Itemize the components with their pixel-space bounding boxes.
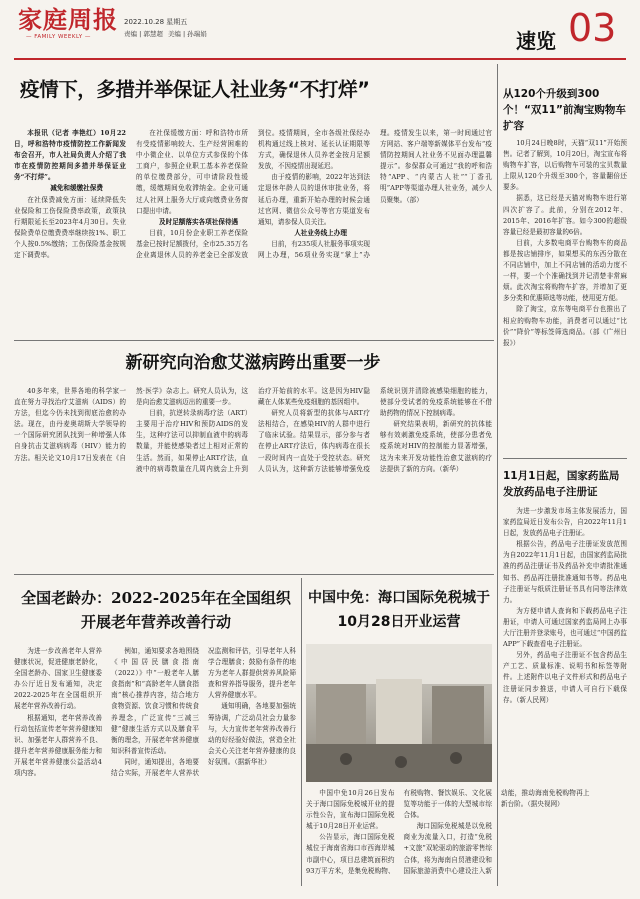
article-3-paragraph: 10月24日晚8时，天猫“双11”开始预售。记者了解到，10月20日，淘宝宣布将购物车扩容，以后购物车可装的宝贝数量上限从120个升级至300个，容量翻倍还要多。 bbox=[503, 139, 627, 192]
duty-free-mall-photo bbox=[306, 644, 492, 782]
article-5-paragraph: 为进一步改善老年人营养健康状况，促进健康老龄化，全国老龄办、国家卫生健康委办公厅近日发布通知，决定2022-2025年在全国组织开展老年营养改善行动。 bbox=[14, 647, 102, 711]
article-1-subhead: 人社业务线上办理 bbox=[294, 228, 347, 237]
divider-horizontal bbox=[14, 340, 494, 341]
masthead-rule bbox=[14, 58, 626, 60]
article-2-paragraph: 研究人员将新型的抗体与ART疗法相结合，在感染HIV的人群中进行了临床试验。结果显示，部分参与者在停止ART疗法后，体内病毒在很长一段时间内一直处于受控状态。研究人员认为，这种新方法能够增强免疫系统识别并清除被感染细胞的能力，使部分受试者的免疫系统能够在不借助药物的情况下控制病毒。 bbox=[258, 387, 492, 473]
article-6-paragraph: 海口国际免税城是以免税商业为流量入口，打造“免税+文旅”双轮驱动的旅游零售综合体，将为海南自贸港建设和国际旅游消费中心建设注入新动能，推动海南免税购物再上新台阶。（据央视网） bbox=[403, 789, 590, 875]
article-2-body bbox=[14, 386, 492, 570]
masthead bbox=[0, 0, 640, 62]
issue-date: 2022.10.28 星期五 bbox=[124, 18, 188, 26]
article-1-paragraph: 在社保费减免方面：延续降低失业保险和工伤保险费率政策，政策执行期限延长至2023年4月30日。失业保险费单位缴费费率继续按1%、职工个人按0.5%缴纳；工伤保险基金按规定下调费率。 bbox=[14, 195, 126, 260]
divider-horizontal bbox=[14, 574, 494, 575]
logo-subtitle: — FAMILY WEEKLY — bbox=[26, 34, 91, 40]
article-6-headline: 中国中免：海口国际免税城于10月28日开业运营 bbox=[308, 590, 490, 630]
article-elderly-nutrition bbox=[14, 578, 296, 886]
article-1-headline: 疫情下，多措并举保证人社业务“不打烊” bbox=[20, 78, 370, 101]
article-1-paragraph: 目前，有235项人社服务事项实现网上办理，56项业务实现“掌上”办理。疫情发生以来，第一时间通过官方网站、客户端等新媒体平台发布“疫情防控期间人社业务不见面办理温馨提示”。参保群众可通过“我的呼和浩特”APP、“内蒙古人社”“丁香孔明”APP等渠道办理人社业务，减少人员聚集。（部） bbox=[258, 129, 492, 260]
article-5-paragraph: 根据通知，老年营养改善行动包括宣传老年营养健康知识、加强老年人群营养不良、提升老年营养健康服务能力和开展老年营养健康公益活动4项内容。 bbox=[14, 713, 102, 778]
article-social-security bbox=[14, 64, 492, 348]
article-1-subhead: 及时足额落实各项社保待遇 bbox=[159, 217, 239, 226]
article-5-headline: 全国老龄办：2022-2025年在全国组织开展老年营养改善行动 bbox=[21, 589, 291, 631]
article-3-paragraph: 除了淘宝，京东等电商平台也推出了相应的购物车功能，消费者可以通过“比价”“降价”等标签筛选商品。（部《广州日报》） bbox=[503, 305, 627, 347]
article-5-body bbox=[14, 646, 296, 886]
article-3-paragraph: 目前，大多数电商平台购物车的商品都是按店铺排序，如果想买的东西分散在不同店铺中，加上不同店铺的活动力度不一样，要一个个准确找到并记清楚非常麻烦。此次淘宝将购物车扩容，并增加了更多分类和优惠筛选等功能，使用更方便。 bbox=[503, 238, 627, 303]
article-1-paragraph: 由于疫情的影响，2022年达到法定退休年龄人员的退休审批业务，将延后办理，重新开始办理的时候会通过官网、微信公众号等官方渠道发布通知，请参保人员关注。 bbox=[258, 173, 370, 226]
divider-vertical bbox=[497, 64, 498, 886]
article-drug-certificate bbox=[503, 462, 627, 886]
article-2-paragraph: 研究结果表明，新研究的抗体能够有效刺激免疫系统，使部分患者免疫系统对HIV的控制能力显著增强，这为未来开发功能性治愈艾滋病的疗法提供了新的方向。（新华） bbox=[380, 420, 492, 473]
article-4-paragraph: 根据公告，药品电子注册证发放范围为自2022年11月1日起，由国家药监局批准的药品注册证书及药品补充申请批准通知书、药品再注册批准通知书等。药品电子注册证与纸质注册证书具有同等法律效力。 bbox=[503, 540, 627, 604]
article-taobao-cart bbox=[503, 64, 627, 456]
logo bbox=[18, 6, 120, 46]
article-3-headline: 从120个升级到300个！“双11”前淘宝购物车扩容 bbox=[503, 88, 626, 132]
article-4-paragraph: 为方便申请人查询和下载药品电子注册证，申请人可通过国家药监局网上办事大厅注册并登录账号，也可通过“中国药监APP”下载查看电子注册证。 bbox=[503, 606, 627, 649]
article-1-body bbox=[14, 128, 492, 346]
article-2-paragraph: 目前，抗逆转录病毒疗法（ART）主要用于治疗HIV和预防AIDS的发生，这种疗法可以抑制血液中的病毒数量，并能使感染者过上相对正常的生活。然而，如果停止ART疗法，血液中的病毒数量在几周内就会上升到治疗开始前的水平。这是因为HIV隐藏在人体某些免疫细胞的基因组中。 bbox=[136, 387, 370, 473]
article-5-paragraph: 通知明确，各地要加强统筹协调，广泛动员社会力量参与，大力宣传老年营养改善行动的好经验好做法，营造全社会关心关注老年营养健康的良好氛围。（据新华社） bbox=[208, 702, 296, 766]
page-number: 03 bbox=[568, 6, 617, 50]
article-6-paragraph: 公告显示，海口国际免税城位于海南省海口市西海岸城市副中心，项目总建筑面积约93万平方米，是集免税购物、有税购物、餐饮娱乐、文化展览等功能于一体的大型城市综合体。 bbox=[306, 789, 492, 875]
designer-name: 美编 | 孙瑞娟 bbox=[167, 30, 207, 38]
article-1-lead: 本报讯（记者 李艳红）10月22日，呼和浩特市疫情防控工作新闻发布会召开，市人社局负责人介绍了我市在疫情防控期间多措并举保证业务“不打烊”。 bbox=[14, 129, 126, 182]
logo-text: 家庭周报 bbox=[18, 5, 118, 34]
article-1-paragraph: 在社保缓缴方面：呼和浩特市所有受疫情影响较大、生产经营困难的中小微企业、以单位方式参保的个体工商户，参照企业职工基本养老保险的单位缴费部分，可申请阶段性缓缴，缓缴期间免收滞纳金。企业可通过人社网上服务大厅或向缴费业务窗口提出申请。 bbox=[136, 129, 248, 215]
article-2-headline: 新研究向治愈艾滋病跨出重要一步 bbox=[125, 353, 381, 373]
article-5-paragraph: 例如，通知要求各地围绕《中国居民膳食指南（2022）》中“一般老年人膳食指南”和“高龄老年人膳食指南”核心推荐内容，结合地方食物资源、饮食习惯和传统食养理念，广泛宣传“三减三健”健康生活方式以及膳食平衡的理念，开展老年营养健康知识科普宣传活动。 bbox=[111, 647, 199, 755]
article-2-paragraph: 40多年来，世界各地的科学家一直在努力寻找治疗艾滋病（AIDS）的方法，但迄今仍未找到彻底治愈的办法。现在，由丹麦奥胡斯大学领导的一个国际研究团队找到一种增强人体自身抗击艾滋病病毒（HIV）能力的方法。相关论文10月17日发表在《自然·医学》杂志上。研究人员认为，这是向治愈艾滋病迈出的重要一步。 bbox=[14, 387, 248, 462]
article-1-subhead: 减免和缓缴社保费 bbox=[50, 184, 103, 193]
mall-interior-illustration bbox=[306, 644, 492, 782]
article-aids-research bbox=[14, 344, 492, 570]
article-6-paragraph: 中国中免10月26日发布关于海口国际免税城开业的提示性公告，宣布海口国际免税城于10月28日开业运营。 bbox=[306, 789, 395, 831]
editor-credits bbox=[124, 29, 207, 38]
article-3-paragraph: 据悉，这已经是天猫对购物车进行第四次扩容了。此前，分别在2012年、2015年、2016年扩容。如今300的超级容量已经是最初容量的6倍。 bbox=[503, 194, 627, 236]
article-4-headline: 11月1日起，国家药监局发放药品电子注册证 bbox=[503, 470, 620, 498]
section-label: 速览 bbox=[516, 29, 556, 53]
divider-vertical bbox=[301, 578, 302, 886]
article-5-paragraph: 同时，通知提出，各地要结合实际，开展老年人营养状况监测和评估，引导老年人科学合理膳食；鼓励有条件的地方为老年人群提供营养风险筛查和营养指导服务，提升老年人营养健康水平。 bbox=[111, 647, 296, 778]
article-1-paragraph: 目前，10月份企业职工养老保险基金已按时足额拨付，全市25.35万名企业离退休人员的养老金已全部发放到位。疫情期间，全市各级社保经办机构通过线上核对、延长认证期限等方式，确保退休人员养老金按月足额发放，不因疫情出现延迟。 bbox=[136, 129, 370, 260]
article-4-paragraph: 为进一步激发市场主体发展活力，国家药监局近日发布公告，自2022年11月1日起，发放药品电子注册证。 bbox=[503, 507, 627, 538]
article-4-paragraph: 另外，药品电子注册证不包含药品生产工艺、质量标准、说明书和标签等附件。上述附件以电子文件形式和药品电子注册证同步推送，申请人可自行下载保存。（新人民网） bbox=[503, 651, 627, 704]
article-6-body bbox=[306, 788, 590, 886]
article-4-body bbox=[503, 506, 627, 876]
editor-name: 责编 | 郭慧超 bbox=[124, 30, 163, 38]
article-3-body bbox=[503, 138, 627, 453]
divider-horizontal bbox=[503, 458, 627, 459]
